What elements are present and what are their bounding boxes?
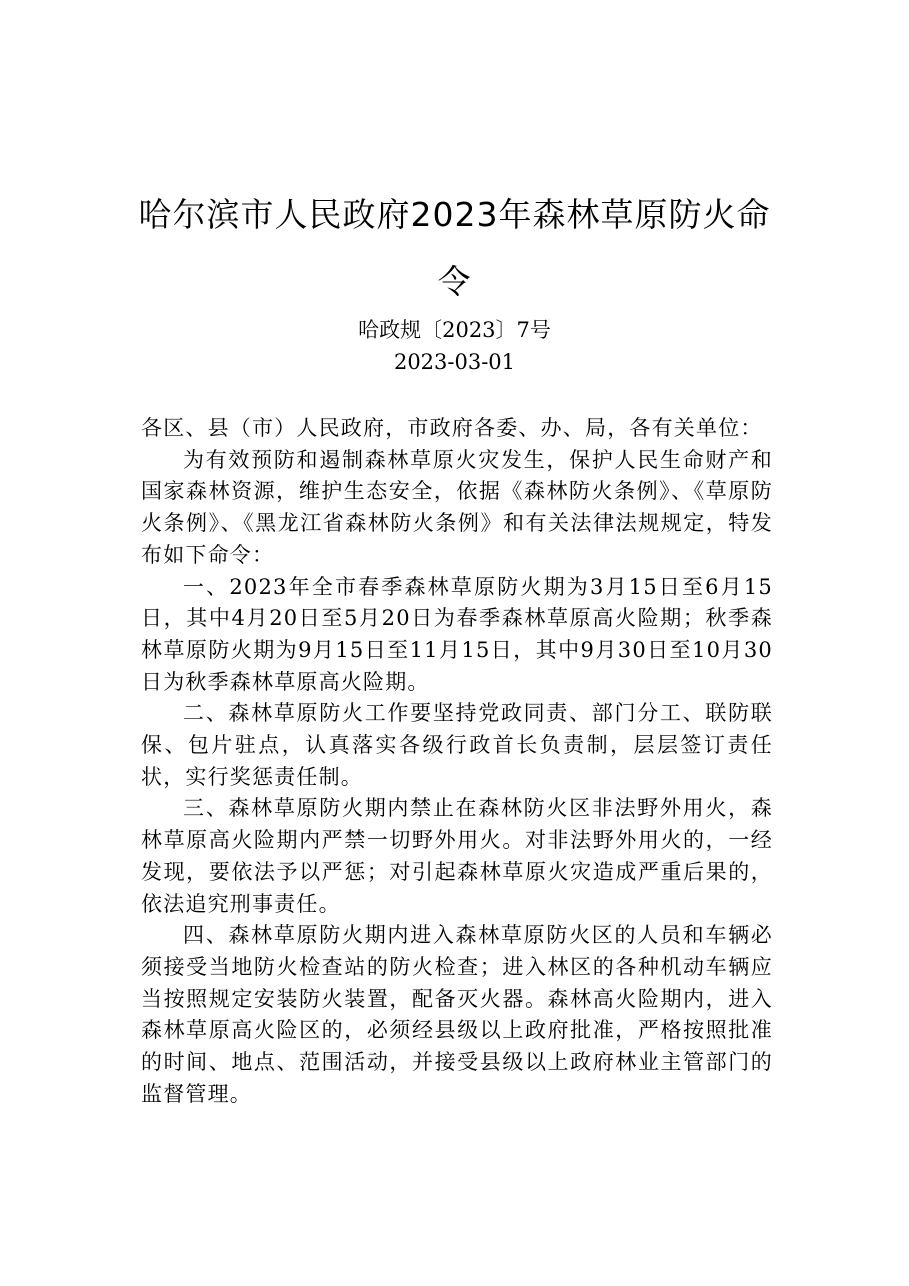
paragraph-item-3: 三、森林草原防火期内禁止在森林防火区非法野外用火，森林草原高火险期内严禁一切野外用火。对非法野外用火的，一经发现，要依法予以严惩；对引起森林草原火灾造成严重后果的，依法追究刑事责任。 <box>141 796 773 916</box>
paragraph-item-2: 二、森林草原防火工作要坚持党政同责、部门分工、联防联保、包片驻点，认真落实各级行政首长负责制，层层签订责任状，实行奖惩责任制。 <box>141 701 773 789</box>
document-title-line-1: 哈尔滨市人民政府2023年森林草原防火命 <box>138 195 771 234</box>
salutation: 各区、县（市）人民政府，市政府各委、办、局，各有关单位： <box>141 416 763 440</box>
document-number: 哈政规〔2023〕7号 <box>358 318 551 342</box>
paragraph-preamble: 为有效预防和遏制森林草原火灾发生，保护人民生命财产和国家森林资源，维护生态安全，依据《森林防火条例》、《草原防火条例》、《黑龙江省森林防火条例》和有关法律法规规定，特发布如下命令： <box>141 447 773 567</box>
paragraph-item-1: 一、2023年全市春季森林草原防火期为3月15日至6月15日，其中4月20日至5月20日为春季森林草原高火险期；秋季森林草原防火期为9月15日至11月15日，其中9月30日至10月30日为秋季森林草原高火险期。 <box>141 574 773 694</box>
paragraph-item-4: 四、森林草原防火期内进入森林草原防火区的人员和车辆必须接受当地防火检查站的防火检查；进入林区的各种机动车辆应当按照规定安装防火装置，配备灭火器。森林高火险期内，进入森林草原高火险区的，必须经县级以上政府批准，严格按照批准的时间、地点、范围活动，并接受县级以上政府林业主管部门的监督管理。 <box>141 923 773 1106</box>
document-body <box>141 413 773 1110</box>
document-date: 2023-03-01 <box>393 350 516 374</box>
document-title-line-2: 令 <box>437 262 472 301</box>
